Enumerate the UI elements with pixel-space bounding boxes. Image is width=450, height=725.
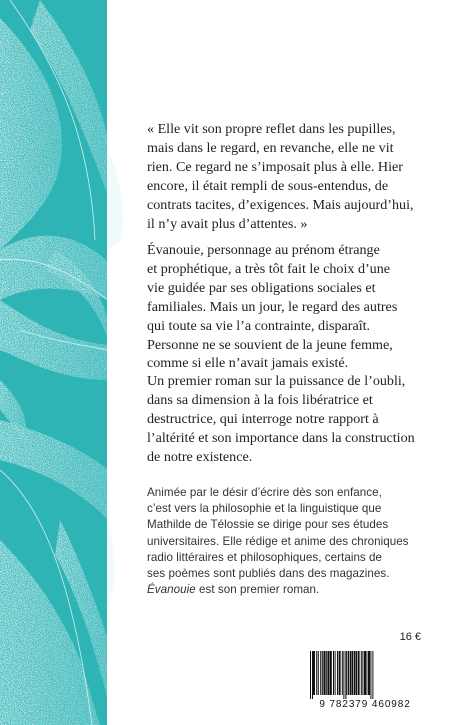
barcode-bar xyxy=(358,651,360,695)
barcode-bar xyxy=(346,651,347,695)
barcode-bar xyxy=(362,651,363,695)
barcode-bar xyxy=(320,651,321,695)
barcode-bar xyxy=(337,651,338,695)
barcode-bar xyxy=(342,651,343,695)
barcode-bar xyxy=(343,651,344,699)
barcode-bar xyxy=(370,651,371,699)
barcode-bar xyxy=(313,651,315,695)
barcode-bar xyxy=(354,651,356,695)
synopsis-paragraph: Évanouie, personnage au prénom étrange et prophétique, a très tôt fait le choix d’une vie guidée par ses obligations sociales et familiales. Mais un jour, le regard des autres qui toute sa vie l’a contrainte, disparaît. Personne ne se souvient de la jeune femme, comme si elle n’avait jamais existé. xyxy=(147,242,398,372)
price-label: 16 € xyxy=(399,631,421,643)
book-title-italic: Évanouie xyxy=(147,583,196,597)
barcode-bar xyxy=(318,651,319,695)
ribbon-pattern xyxy=(0,0,110,725)
barcode-bar xyxy=(335,651,336,695)
barcode-bar xyxy=(323,651,325,695)
barcode-bar xyxy=(310,651,311,699)
barcode-bar xyxy=(345,651,346,699)
excerpt-quote: « Elle vit son propre reflet dans les pupilles, mais dans le regard, en revanche, elle ne vit rien. Ce regard ne s’imposait plus à elle. Hier encore, il était rempli de sous-entendus, de contrats tacites, d’exigences. Mais aujourd’hui, il n’y avait plus d’attentes. » xyxy=(147,121,414,232)
barcode-bar xyxy=(327,651,329,695)
barcode-bar xyxy=(356,651,357,695)
barcode-bar xyxy=(312,651,313,699)
barcode-bar xyxy=(372,651,373,699)
panel-edge-pattern xyxy=(107,150,123,610)
barcode-bar xyxy=(316,651,317,695)
barcode xyxy=(306,651,422,699)
isbn-number: 9 782379 460982 xyxy=(319,699,411,710)
barcode-bar xyxy=(330,651,332,695)
barcode-bar xyxy=(322,651,323,695)
barcode-bar xyxy=(361,651,362,695)
barcode-bar xyxy=(352,651,353,695)
barcode-bar xyxy=(350,651,352,695)
barcode-bar xyxy=(348,651,349,695)
barcode-bar xyxy=(333,651,334,695)
author-biography: Animée par le désir d’écrire dès son enfance, c’est vers la philosophie et la linguistique que Mathilde de Télossie se dirige pour ses études universitaires. Elle rédige et anime des chroniques radio littéraires et philosophiques, certains de ses poèmes sont publiés dans des magazines. Évanouie est son premier roman. xyxy=(147,486,409,597)
barcode-bar xyxy=(339,651,341,695)
barcode-bar xyxy=(366,651,367,695)
barcode-bar xyxy=(364,651,366,695)
barcode-bar xyxy=(326,651,327,695)
pitch-paragraph: Un premier roman sur la puissance de l’oubli, dans sa dimension à la fois libératrice et destructrice, qui interroge notre rapport à l’altérité et son importance dans la construction de notre existence. xyxy=(147,373,415,465)
barcode-bar xyxy=(368,651,370,695)
